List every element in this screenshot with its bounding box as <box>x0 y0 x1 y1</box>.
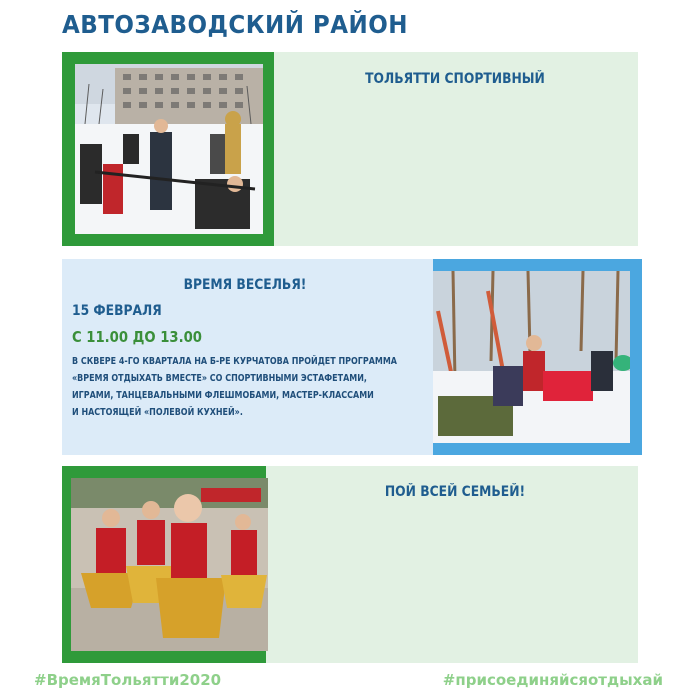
event-title: ТОЛЬЯТТИ СПОРТИВНЫЙ <box>365 71 545 87</box>
hashtag-left: #ВремяТольятти2020 <box>34 671 222 689</box>
event-description-line: «ВРЕМЯ ОТДЫХАТЬ ВМЕСТЕ» СО СПОРТИВНЫМИ ЭСТАФЕТАМИ, <box>72 373 367 384</box>
event-description-line: В СКВЕРЕ 4-ГО КВАРТАЛА НА Б-РЕ КУРЧАТОВА ПРОЙДЕТ ПРОГРАММА <box>72 356 397 367</box>
event-date: 15 ФЕВРАЛЯ <box>72 303 162 319</box>
event-time: С 11.00 ДО 13.00 <box>72 328 202 346</box>
page-title: АВТОЗАВОДСКИЙ РАЙОН <box>62 10 408 39</box>
event-photo-winter-games <box>75 64 263 234</box>
event-title: ПОЙ ВСЕЙ СЕМЬЕЙ! <box>384 484 526 500</box>
event-description-line: И НАСТОЯЩЕЙ «ПОЛЕВОЙ КУХНЕЙ». <box>72 407 243 418</box>
event-photo-folk-dancers <box>71 478 268 651</box>
event-title: ВРЕМЯ ВЕСЕЛЬЯ! <box>183 277 307 293</box>
hashtag-right: #присоединяйсяотдыхай <box>442 671 663 689</box>
event-description-line: ИГРАМИ, ТАНЦЕВАЛЬНЫМИ ФЛЕШМОБАМИ, МАСТЕР-КЛАССАМИ <box>72 390 374 401</box>
event-photo-children-snow <box>433 271 630 443</box>
